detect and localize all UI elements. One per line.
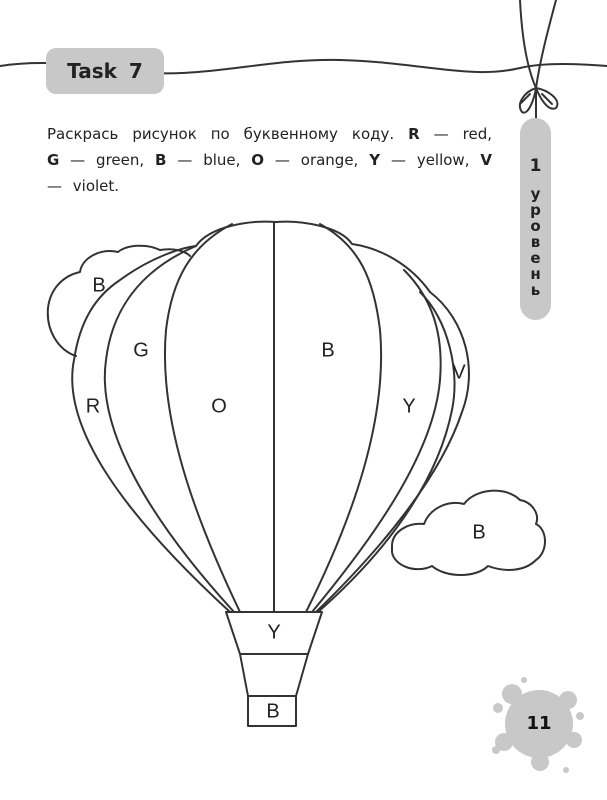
balloon-seam-right-far: [318, 292, 454, 612]
balloon-seam-left-inner: [165, 224, 240, 612]
balloon-segment-label: V: [452, 361, 466, 384]
balloon-segment-label: Y: [402, 395, 416, 418]
task-tag: [46, 48, 164, 94]
color-code-name: blue,: [203, 151, 241, 169]
color-code-letter: Y: [369, 151, 381, 169]
balloon-seam-right-outer: [312, 270, 441, 612]
level-word-letter: е: [530, 249, 541, 267]
balloon-segment-label: R: [85, 395, 101, 418]
color-code-letter: O: [251, 151, 265, 169]
task-label: Task: [67, 59, 117, 83]
instructions: [47, 121, 492, 199]
color-code-item: R — red,: [408, 125, 492, 143]
cloud-right: [392, 491, 545, 575]
level-word-letter: н: [530, 265, 541, 283]
color-code-name: violet.: [72, 177, 120, 195]
level-word: [530, 186, 541, 298]
basket-ropes: [240, 654, 308, 696]
cloud-right-label: B: [472, 521, 486, 544]
color-code-letter: B: [155, 151, 167, 169]
color-code-item: B — blue,: [155, 151, 241, 169]
color-code-item: O — orange,: [251, 151, 359, 169]
color-code-name: green,: [96, 151, 145, 169]
level-word-letter: в: [530, 233, 541, 251]
level-tag-string: [520, 0, 556, 118]
level-word-letter: р: [530, 201, 541, 219]
balloon-segment-label: O: [211, 395, 227, 418]
color-code-item: V — violet.: [47, 151, 492, 195]
color-code-name: yellow,: [416, 151, 470, 169]
balloon-seam-right-inner: [306, 224, 381, 612]
balloon-segment-label: B: [321, 339, 335, 362]
level-number: 1: [529, 156, 542, 176]
level-word-letter: о: [530, 217, 541, 235]
basket-ring-label: Y: [267, 621, 281, 644]
level-word-letter: у: [530, 185, 541, 203]
color-code-name: orange,: [300, 151, 359, 169]
color-code-letter: R: [408, 125, 420, 143]
page-number: 11: [526, 713, 552, 734]
color-code-item: G — green,: [47, 151, 145, 169]
color-code-name: red,: [462, 125, 492, 143]
task-number: 7: [128, 59, 143, 83]
color-code-item: Y — yellow,: [369, 151, 470, 169]
level-tag-bow: [520, 88, 557, 113]
instructions-lead: Раскрась рисунок по буквенному коду.: [47, 125, 395, 143]
color-code-letter: V: [480, 151, 492, 169]
level-tag: [520, 118, 551, 320]
level-word-letter: ь: [530, 281, 541, 299]
cloud-left: [48, 246, 190, 356]
basket-label: B: [266, 700, 280, 723]
cloud-left-label: B: [92, 274, 106, 297]
balloon-segment-label: G: [133, 339, 149, 362]
color-code-letter: G: [47, 151, 60, 169]
